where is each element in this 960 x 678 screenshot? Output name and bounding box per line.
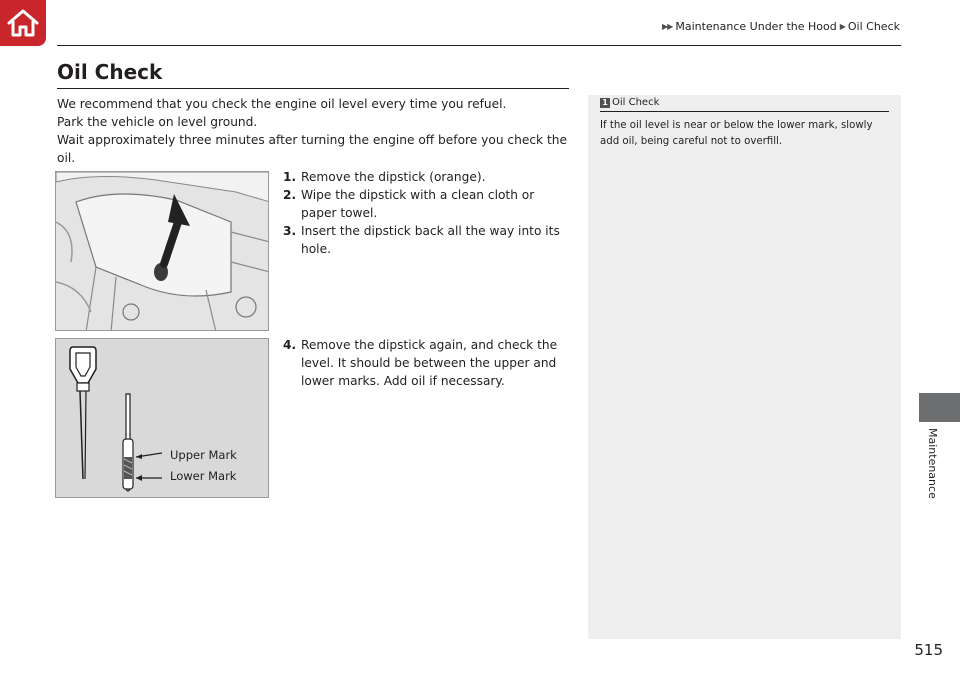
upper-mark-label: Upper Mark [170, 448, 237, 462]
intro-line: Park the vehicle on level ground. [57, 115, 258, 129]
step-number: 1. [283, 170, 297, 184]
page-title: Oil Check [57, 60, 163, 84]
breadcrumb-arrow-icon: ▶ [839, 22, 845, 31]
side-note-header [600, 95, 889, 112]
note-reference-icon: 1 [600, 98, 610, 108]
step-number: 4. [283, 338, 297, 352]
dipstick-illustration [56, 339, 269, 498]
page-number: 515 [914, 641, 943, 659]
engine-illustration [56, 172, 269, 331]
section-tab-label[interactable]: Maintenance [926, 428, 939, 499]
steps-list [283, 336, 573, 390]
section-tab-marker[interactable] [919, 393, 960, 422]
breadcrumb [662, 20, 900, 33]
intro-line: We recommend that you check the engine oil level every time you refuel. [57, 97, 507, 111]
side-note-title: Oil Check [612, 97, 660, 108]
step-text: Wipe the dipstick with a clean cloth or paper towel. [301, 188, 535, 220]
header-divider [57, 45, 901, 46]
side-note-body: If the oil level is near or below the lower mark, slowly add oil, being careful not to overfill. [600, 120, 873, 147]
list-item [283, 168, 573, 186]
breadcrumb-item-oil-check[interactable]: Oil Check [847, 20, 900, 33]
list-item [283, 336, 573, 390]
dipstick-marks-figure [55, 338, 269, 498]
home-icon [6, 8, 40, 38]
step-number: 3. [283, 224, 297, 238]
engine-dipstick-location-figure [55, 171, 269, 331]
step-text: Remove the dipstick (orange). [301, 170, 486, 184]
side-note [588, 95, 901, 639]
step-text: Remove the dipstick again, and check the level. It should be between the upper and lower marks. Add oil if necessary. [301, 338, 558, 388]
step-number: 2. [283, 188, 297, 202]
step-text: Insert the dipstick back all the way into its hole. [301, 224, 560, 256]
list-item [283, 186, 573, 222]
steps-list [283, 168, 573, 258]
breadcrumb-item-maintenance-under-hood[interactable]: Maintenance Under the Hood [675, 20, 837, 33]
lower-mark-label: Lower Mark [170, 469, 237, 483]
intro-line: Wait approximately three minutes after turning the engine off before you check the oil. [57, 133, 567, 165]
list-item [283, 222, 573, 258]
intro-text [57, 95, 569, 167]
home-button[interactable] [0, 0, 46, 46]
title-divider [57, 88, 569, 89]
breadcrumb-arrow-icon: ▶▶ [662, 22, 673, 31]
